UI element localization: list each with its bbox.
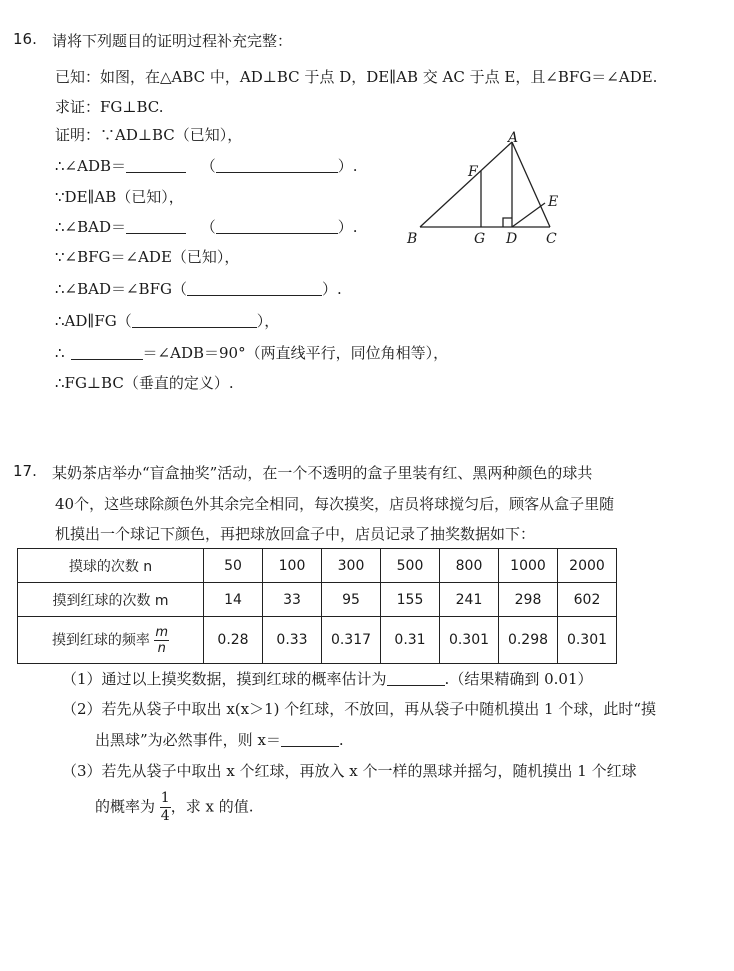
table-cell: 50 bbox=[204, 549, 263, 583]
segment-ab bbox=[420, 142, 512, 227]
q17-part3-line1: （3）若先从袋子中取出 x 个红球，再放入 x 个一样的黑球并摇匀，随机摸出 1 个红球 bbox=[62, 762, 637, 780]
q16-step1-text: ∴∠ADB＝ bbox=[55, 157, 126, 175]
q16-instruction: 请将下列题目的证明过程补充完整： bbox=[52, 32, 293, 50]
fraction-m-over-n bbox=[154, 625, 169, 656]
q16-step1 bbox=[55, 155, 358, 176]
data-table bbox=[17, 548, 617, 664]
q16-step3-text: ∴∠BAD＝ bbox=[55, 218, 126, 236]
q17-part1-note: .（结果精确到 0.01） bbox=[444, 670, 593, 688]
frac-denominator: n bbox=[157, 640, 166, 656]
table-row bbox=[18, 549, 617, 583]
q16-step5-text: ∴∠BAD＝∠BFG（ bbox=[55, 280, 187, 298]
answer-blank-3[interactable] bbox=[71, 344, 143, 360]
reason-blank-2[interactable] bbox=[216, 218, 338, 234]
paren-open: （ bbox=[200, 157, 216, 175]
table-header-cell bbox=[18, 617, 204, 664]
q16-step2: ∵DE∥AB（已知）， bbox=[55, 188, 184, 206]
q16-proof-intro: 证明：∵AD⊥BC（已知）， bbox=[55, 126, 243, 144]
q16-step6-text: ∴AD∥FG（ bbox=[55, 312, 132, 330]
q17-part2-text: 出黑球”为必然事件，则 x＝ bbox=[95, 731, 281, 749]
table-cell: 14 bbox=[204, 583, 263, 617]
q16-number: 16. bbox=[13, 30, 37, 48]
paren-close-comma: ）， bbox=[256, 312, 280, 330]
q16-given: 已知：如图，在△ABC 中，AD⊥BC 于点 D，DE∥AB 交 AC 于点 E，且∠BFG＝∠ADE. bbox=[55, 68, 658, 86]
label-e: E bbox=[548, 194, 559, 210]
q17-part2-line1: （2）若先从袋子中取出 x(x＞1) 个红球，不放回，再从袋子中随机摸出 1 个球，此时“摸 bbox=[62, 700, 656, 718]
q17-part3-text: 的概率为 bbox=[95, 797, 156, 816]
right-angle-mark bbox=[503, 218, 512, 227]
segment-de bbox=[512, 203, 545, 227]
frac-denominator: 4 bbox=[160, 808, 170, 824]
table-cell: 0.301 bbox=[558, 617, 617, 664]
table-cell: 0.33 bbox=[263, 617, 322, 664]
q16-step7 bbox=[55, 342, 448, 363]
triangle-figure bbox=[405, 130, 575, 255]
table-cell: 100 bbox=[263, 549, 322, 583]
q17-part1 bbox=[62, 668, 592, 689]
label-f: F bbox=[468, 164, 478, 180]
answer-blank-2[interactable] bbox=[126, 218, 186, 234]
table-cell: 95 bbox=[322, 583, 381, 617]
q17-part2-end: . bbox=[338, 731, 344, 749]
table-header-cell: 摸球的次数 n bbox=[18, 549, 204, 583]
frac-numerator: m bbox=[155, 624, 169, 640]
table-cell: 602 bbox=[558, 583, 617, 617]
q17-line1: 某奶茶店举办“盲盒抽奖”活动，在一个不透明的盒子里装有红、黑两种颜色的球共 bbox=[52, 464, 593, 482]
table-cell: 300 bbox=[322, 549, 381, 583]
q16-step7-prefix: ∴ bbox=[55, 344, 65, 362]
q17-part3-line2 bbox=[95, 790, 253, 825]
table-cell: 0.31 bbox=[381, 617, 440, 664]
paren-open: （ bbox=[200, 218, 216, 236]
row3-label: 摸到红球的频率 bbox=[51, 632, 150, 648]
q16-step8: ∴FG⊥BC（垂直的定义）. bbox=[55, 374, 234, 392]
table-cell: 2000 bbox=[558, 549, 617, 583]
answer-blank-5[interactable] bbox=[281, 731, 339, 747]
segment-ac bbox=[512, 142, 550, 227]
table-header-cell: 摸到红球的次数 m bbox=[18, 583, 204, 617]
reason-blank-3[interactable] bbox=[187, 280, 322, 296]
table-row bbox=[18, 583, 617, 617]
table-cell: 155 bbox=[381, 583, 440, 617]
reason-blank-4[interactable] bbox=[132, 312, 257, 328]
table-cell: 800 bbox=[440, 549, 499, 583]
table-cell: 0.301 bbox=[440, 617, 499, 664]
q16-step6 bbox=[55, 310, 279, 331]
label-g: G bbox=[474, 231, 486, 247]
table-cell: 33 bbox=[263, 583, 322, 617]
frac-numerator: 1 bbox=[160, 790, 170, 806]
label-b: B bbox=[407, 231, 418, 247]
label-a: A bbox=[508, 130, 519, 146]
q17-part2-line2 bbox=[95, 729, 344, 750]
reason-blank-1[interactable] bbox=[216, 157, 338, 173]
fraction-one-quarter bbox=[160, 790, 171, 825]
q16-step5 bbox=[55, 278, 342, 299]
paren-close: ）. bbox=[337, 157, 358, 175]
q17-part3-end: ，求 x 的值. bbox=[170, 797, 254, 816]
q17-line2: 40个，这些球除颜色外其余完全相同，每次摸奖，店员将球搅匀后，顾客从盒子里随 bbox=[55, 495, 615, 513]
table-cell: 0.28 bbox=[204, 617, 263, 664]
table-row bbox=[18, 617, 617, 664]
table-cell: 298 bbox=[499, 583, 558, 617]
label-c: C bbox=[546, 231, 557, 247]
q16-step3 bbox=[55, 216, 358, 237]
table-cell: 0.298 bbox=[499, 617, 558, 664]
paren-close: ）. bbox=[337, 218, 358, 236]
table-cell: 1000 bbox=[499, 549, 558, 583]
q17-part1-text: （1）通过以上摸奖数据，摸到红球的概率估计为 bbox=[62, 670, 387, 688]
table-cell: 0.317 bbox=[322, 617, 381, 664]
paren-close: ）. bbox=[321, 280, 342, 298]
label-d: D bbox=[506, 231, 518, 247]
q16-step4: ∵∠BFG＝∠ADE（已知）， bbox=[55, 248, 240, 266]
answer-blank-1[interactable] bbox=[126, 157, 186, 173]
table-cell: 241 bbox=[440, 583, 499, 617]
q17-number: 17. bbox=[13, 462, 37, 480]
q17-line3: 机摸出一个球记下颜色，再把球放回盒子中，店员记录了抽奖数据如下： bbox=[55, 525, 536, 543]
q16-step7-suffix: ＝∠ADB＝90°（两直线平行，同位角相等）， bbox=[142, 344, 449, 362]
q16-prove: 求证：FG⊥BC. bbox=[55, 98, 164, 116]
table-cell: 500 bbox=[381, 549, 440, 583]
answer-blank-4[interactable] bbox=[387, 670, 445, 686]
